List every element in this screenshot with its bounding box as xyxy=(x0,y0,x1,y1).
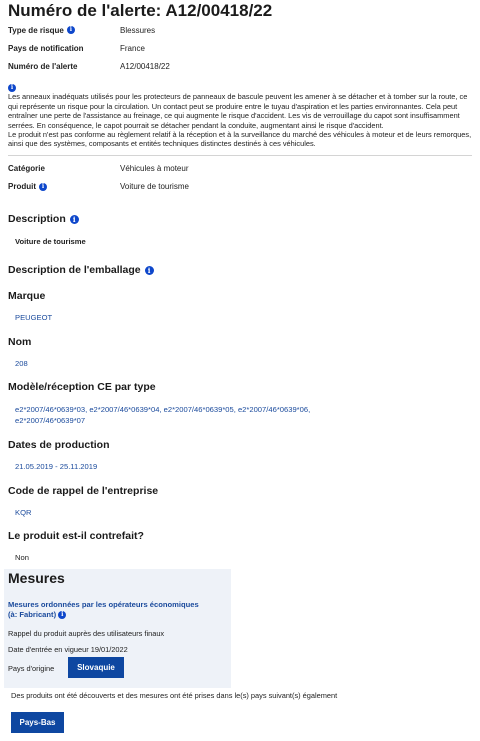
product-label: Catégorie xyxy=(8,164,45,174)
counterfeit-title: Le produit est-il contrefait? xyxy=(8,530,144,542)
summary-label: Numéro de l'alerte xyxy=(8,61,78,71)
description-value: Voiture de tourisme xyxy=(15,237,86,246)
name-value: 208 xyxy=(15,359,28,368)
summary-row-risk-type xyxy=(8,21,472,39)
name-title: Nom xyxy=(8,336,32,348)
origin-country-button[interactable]: Slovaquie xyxy=(68,657,124,678)
risk-description xyxy=(8,83,472,149)
info-circle-icon[interactable]: i xyxy=(58,611,66,619)
measures-ordered-by-line: (à: Fabricant) xyxy=(8,610,57,619)
recall-title: Code de rappel de l'entreprise xyxy=(8,485,159,497)
measures-ordered-by-line: Mesures ordonnées par les opérateurs économiques xyxy=(8,600,199,609)
summary-value: Blessures xyxy=(120,25,156,35)
page-title: Numéro de l'alerte: A12/00418/22 xyxy=(8,1,273,20)
product-value: Véhicules à moteur xyxy=(120,164,189,174)
product-value: Voiture de tourisme xyxy=(120,182,189,192)
other-countries-text: Des produits ont été découverts et des mesures ont été prises dans le(s) pays suivant(s) également xyxy=(11,691,338,700)
info-circle-icon[interactable]: i xyxy=(39,183,47,191)
other-country-button[interactable]: Pays-Bas xyxy=(11,712,64,733)
info-circle-icon[interactable]: i xyxy=(8,84,16,92)
product-label: Produit xyxy=(8,182,36,192)
dates-value: 21.05.2019 - 25.11.2019 xyxy=(15,462,98,471)
product-row-category xyxy=(8,160,472,178)
description-title xyxy=(8,213,472,225)
measures-action: Rappel du produit auprès des utilisateurs finaux xyxy=(8,629,165,638)
origin-label: Pays d'origine xyxy=(8,664,55,673)
compliance-text: Le produit n'est pas conforme au règlement relatif à la réception et à la surveillance du marché des véhicules à moteur et de leurs remorques, ainsi que des systèmes, composants et entités techniques distinctes destinés à ces véhicules. xyxy=(8,130,472,149)
model-value-line: e2*2007/46*0639*03, e2*2007/46*0639*04, e2*2007/46*0639*05, e2*2007/46*0639*06, xyxy=(15,405,311,414)
model-title: Modèle/réception CE par type xyxy=(8,381,156,393)
model-value-line: e2*2007/46*0639*07 xyxy=(15,416,86,425)
product-row-product xyxy=(8,178,472,196)
recall-value: KQR xyxy=(15,508,32,517)
summary-label: Pays de notification xyxy=(8,43,84,53)
summary-value: A12/00418/22 xyxy=(120,61,170,71)
counterfeit-value: Non xyxy=(15,553,29,562)
model-value xyxy=(8,404,472,426)
summary-row-alert-number xyxy=(8,57,472,75)
brand-title: Marque xyxy=(8,290,46,302)
info-circle-icon[interactable]: i xyxy=(67,26,75,34)
summary-label: Type de risque xyxy=(8,25,64,35)
packaging-title xyxy=(8,264,472,276)
divider xyxy=(8,155,472,156)
risk-description-text: Les anneaux inadéquats utilisés pour les protecteurs de panneaux de bascule peuvent les amener à se détacher et à tomber sur la route, ce qui représente un risque pour la circulation. Un contact peut se produire entre le tuyau d'aspiration et les parties environnantes. Cela peut entraîner une perte de l'assistance au freinage, ce qui augmente le risque d'accident. Les vis de verrouillage du capot sont insuffisamment serrées. En conséquence, le capot pourrait se détacher pendant la conduite, augmentant ainsi le risque d'accident. xyxy=(8,92,468,130)
description-title-text: Description xyxy=(8,213,66,225)
measures-effective-date: Date d'entrée en vigueur 19/01/2022 xyxy=(8,645,128,654)
info-circle-icon[interactable]: i xyxy=(145,266,154,275)
brand-value: PEUGEOT xyxy=(15,313,53,322)
summary-value: France xyxy=(120,43,145,53)
summary-row-country xyxy=(8,39,472,57)
dates-title: Dates de production xyxy=(8,439,110,451)
measures-title: Mesures xyxy=(8,570,65,586)
measures-ordered-by xyxy=(8,600,230,620)
packaging-title-text: Description de l'emballage xyxy=(8,264,141,276)
info-circle-icon[interactable]: i xyxy=(70,215,79,224)
